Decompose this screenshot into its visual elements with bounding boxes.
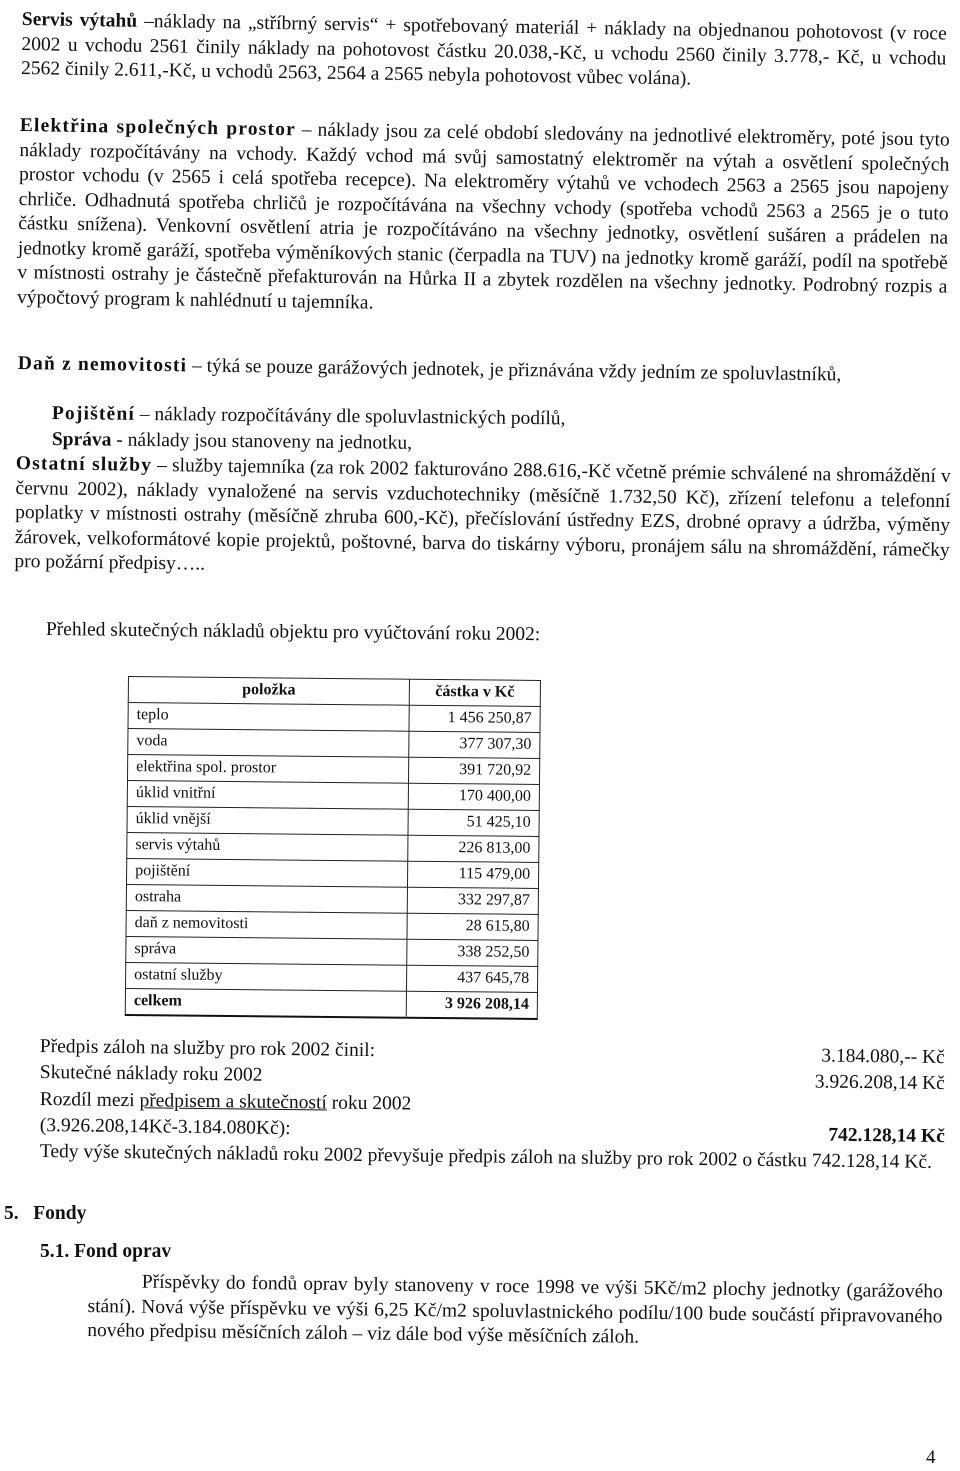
summary-predpis xyxy=(39,1035,945,1069)
paragraph-text: – týká se pouze garážových jednotek, je přiznávána vždy jedním ze spoluvlastníků, xyxy=(187,355,842,386)
summary-skutecne xyxy=(39,1061,945,1095)
paragraph-heading: Elektřina společných prostor xyxy=(19,114,297,141)
subsection-number: 5.1. xyxy=(40,1241,70,1262)
paragraph-heading: Servis výtahů xyxy=(21,8,138,32)
row-item: ostraha xyxy=(126,884,407,913)
table-total-row xyxy=(125,988,537,1018)
paragraph-heading: Pojištění xyxy=(51,402,136,425)
table-row xyxy=(126,936,538,966)
subsection-title: Fond oprav xyxy=(74,1241,172,1262)
cost-table xyxy=(125,676,541,1020)
summary-amount: 3.184.080,-- Kč xyxy=(821,1045,945,1069)
row-amount: 1 456 250,87 xyxy=(409,705,540,732)
row-amount: 28 615,80 xyxy=(407,913,538,940)
summary-difference-amount: 742.128,14 Kč xyxy=(828,1124,945,1148)
rozdil-prefix: Rozdíl mezi xyxy=(39,1088,140,1112)
row-item: servis výtahů xyxy=(127,832,408,861)
header-amount: částka v Kč xyxy=(409,679,540,706)
table-header-row xyxy=(128,677,540,707)
table-row xyxy=(127,832,539,862)
table-row xyxy=(127,781,539,811)
table-row xyxy=(126,910,538,940)
row-amount: 115 479,00 xyxy=(407,861,538,888)
summary-label: Předpis záloh na služby pro rok 2002 činil: xyxy=(39,1035,376,1062)
subsection-heading-fond-oprav xyxy=(40,1240,171,1265)
paragraph-text: – služby tajemníka (za rok 2002 fakturováno 288.616,-Kč včetně prémie schválené na shromáždění v červnu 2002), náklady vynaložené na servis vzduchotechniky (měsíčně 1.732,50 Kč), zřízení telefonu a telefonní poplatky v místnosti ostrahy (měsíčně zhruba 600,-Kč), přečíslování ústředny EZS, drobné opravy a údržba, výměny žárovek, velkoformátové kopie projektů, poštovné, barva do tiskárny výboru, pronájem sálu na shromáždění, rámečky pro požární předpisy….. xyxy=(14,454,951,575)
paragraph-fond-oprav: Příspěvky do fondů oprav byly stanoveny v roce 1998 ve výši 5Kč/m2 plochy jednotky (garážového stání). Nová výše příspěvku ve výši 6,25 Kč/m2 spoluvlastnického podílu/100 bude součástí připravovaného nového předpisu měsíčních záloh – viz dále bod výše měsíčních záloh. xyxy=(87,1271,943,1348)
paragraph-dan xyxy=(18,352,953,390)
paragraph-servis-vytahu xyxy=(21,8,947,96)
paragraph-elektrina xyxy=(17,114,950,325)
paragraph-heading: Daň z nemovitosti xyxy=(17,352,188,377)
total-label: celkem xyxy=(125,988,406,1017)
header-item: položka xyxy=(128,677,409,706)
paragraph-heading: Správa xyxy=(51,428,112,451)
row-amount: 51 425,10 xyxy=(408,809,539,836)
row-item: elektřina spol. prostor xyxy=(127,755,408,784)
row-amount: 377 307,30 xyxy=(409,731,540,758)
summary-label: Skutečné náklady roku 2002 xyxy=(39,1061,263,1086)
summary-amount: 3.926.208,14 Kč xyxy=(814,1071,945,1095)
row-item: teplo xyxy=(128,703,409,732)
paragraph-heading: Ostatní služby xyxy=(15,452,153,476)
rozdil-suffix: roku 2002 xyxy=(326,1092,412,1115)
table-row xyxy=(128,729,540,759)
table-row xyxy=(128,703,540,733)
paragraph-text: – náklady rozpočítávány dle spoluvlastnických podílů, xyxy=(134,403,566,430)
row-amount: 332 297,87 xyxy=(407,887,538,914)
row-item: úklid vnitřní xyxy=(127,781,408,810)
summary-calculation: (3.926.208,14Kč-3.184.080Kč): xyxy=(39,1114,291,1140)
row-amount: 437 645,78 xyxy=(406,965,537,992)
page-number: 4 xyxy=(926,1447,936,1468)
table-row xyxy=(126,884,538,914)
paragraph-text: –náklady na „stříbrný servis“ + spotřebovaný materiál + náklady na objednanou pohotovost (v roce 2002 u vchodu 2561 činily náklady na pohotovost částku 20.038,-Kč, u vchodu 2560 činily 3.778,- Kč, u vchodu 2562 činily 2.611,-Kč, u vchodů 2563, 2564 a 2565 nebyla pohotovost vůbec volána). xyxy=(20,10,947,90)
row-item: ostatní služby xyxy=(126,962,407,991)
summary-vypocet xyxy=(39,1114,945,1148)
row-amount: 226 813,00 xyxy=(408,835,539,862)
table-row xyxy=(126,858,538,888)
table-row xyxy=(127,806,539,836)
row-item: daň z nemovitosti xyxy=(126,910,407,939)
row-item: voda xyxy=(128,729,409,758)
total-amount: 3 926 208,14 xyxy=(406,991,537,1019)
section-title: Fondy xyxy=(33,1203,87,1224)
summary-rozdil xyxy=(39,1088,945,1115)
row-amount: 338 252,50 xyxy=(407,939,538,966)
paragraph-text: - náklady jsou stanoveny na jednotku, xyxy=(111,429,413,454)
section-heading-fondy xyxy=(4,1202,86,1227)
summary-conclusion: Tedy výše skutečných nákladů roku 2002 převyšuje předpis záloh na služby pro rok 2002 o částku 742.128,14 Kč. xyxy=(39,1140,933,1173)
row-amount: 391 720,92 xyxy=(408,757,539,784)
summary-label xyxy=(40,1088,412,1117)
row-amount: 170 400,00 xyxy=(408,783,539,810)
table-intro: Přehled skutečných nákladů objektu pro vyúčtování roku 2002: xyxy=(45,618,541,646)
table-row xyxy=(126,962,538,992)
row-item: pojištění xyxy=(126,858,407,887)
row-item: správa xyxy=(126,936,407,965)
row-item: úklid vnější xyxy=(127,806,408,835)
paragraph-ostatni-sluzby xyxy=(14,452,951,588)
rozdil-underlined: předpisem a skutečností xyxy=(139,1090,327,1114)
paragraph-text: – náklady jsou za celé období sledovány na jednotlivé elektroměry, poté jsou tyto náklady rozpočítávány na vchody. Každý vchod má svůj samostatný elektroměr na výtah a osvětlení společných prostor vchodu (v 2565 i celá spotřeba recepce). Na elektroměry výtahů ve vchodech 2563 a 2565 jsou napojeny chrliče. Odhadnutá spotřeba chrličů je rozpočítávána na všechny vchody (spotřeba vchodů 2563 a 2565 je o tuto částku snížena). Venkovní osvětlení atria je rozpočítáváno na všechny jednotky, osvětlení sušáren a prádelen na jednotky kromě garáží, spotřeba výměníkových stanic (čerpadla na TUV) na jednotky kromě garáží, podíl na spotřebě v místnosti ostrahy je částečně přefakturován na Hůrka II a zbytek rozdělen na všechny jednotky. Podrobný rozpis a výpočtový program k nahlédnutí u tajemníka. xyxy=(16,119,950,314)
section-number: 5. xyxy=(4,1203,19,1224)
table-row xyxy=(127,755,539,785)
